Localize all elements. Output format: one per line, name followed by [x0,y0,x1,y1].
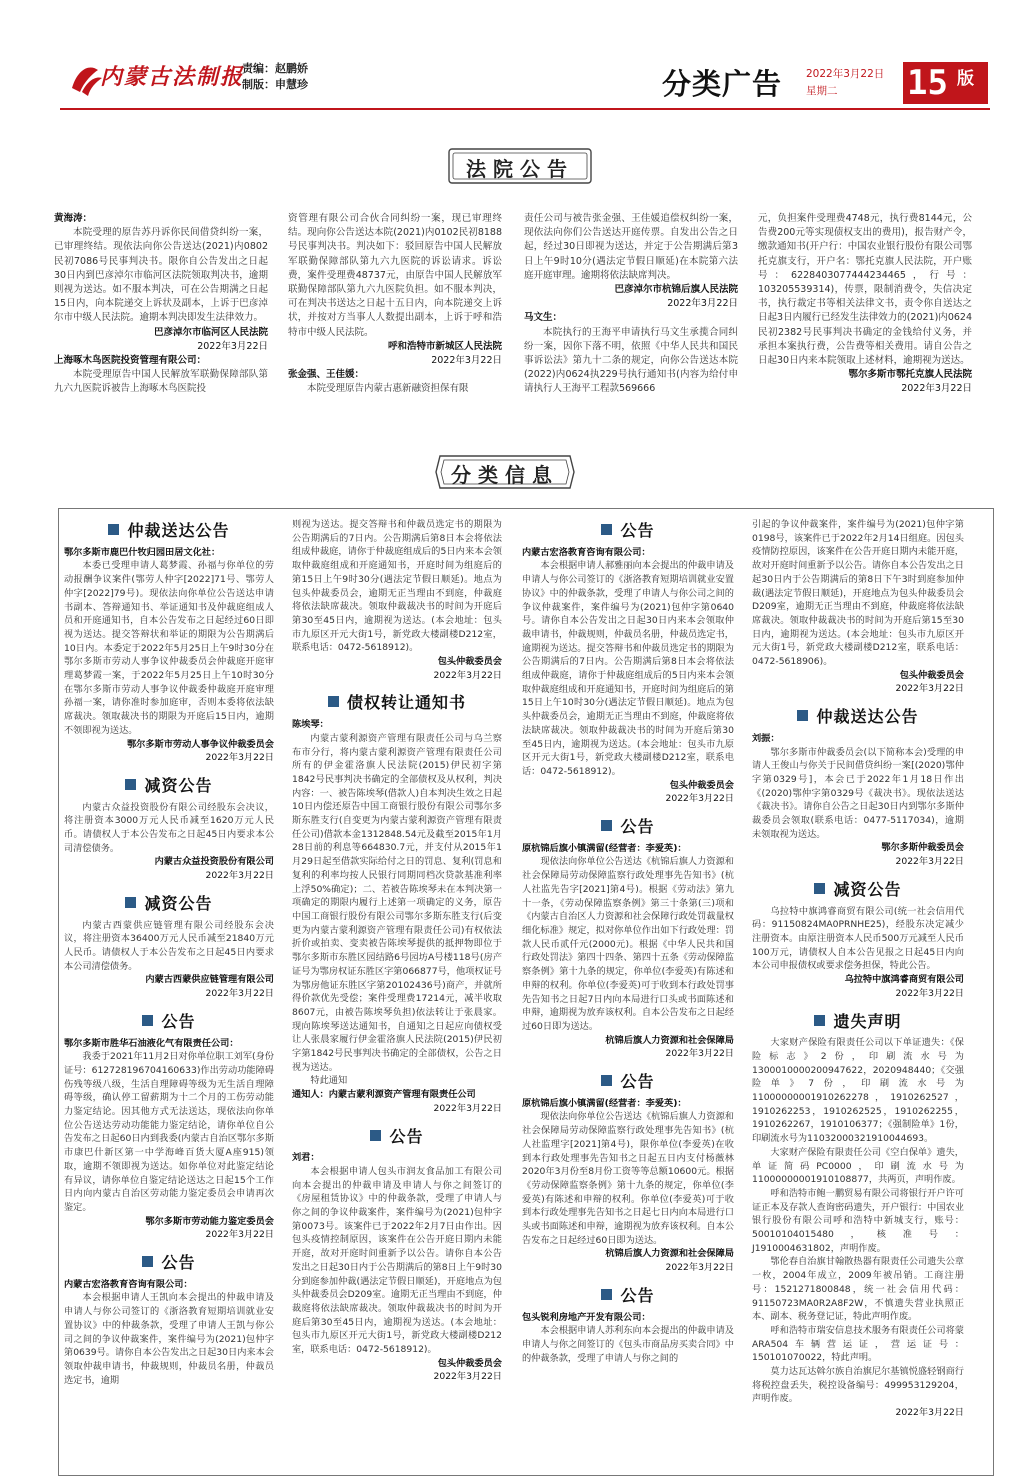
court-column-4 [758,212,972,397]
bullet-square-icon [814,883,825,894]
notice-issuer: 鄂尔多斯市劳动人事争议仲裁委员会 [127,738,274,750]
notice-date: 2022年3月22日 [205,752,274,764]
notice-date: 2022年3月22日 [433,1371,502,1383]
heading-text: 遗失声明 [833,1011,902,1031]
notice-issuer: 内蒙古众益投资股份有限公司 [154,856,274,868]
heading-text: 仲裁送达公告 [127,521,230,540]
notice-issuer: 鄂尔多斯市鄂托克旗人民法院 [848,369,972,381]
notice-body: 呼和浩特市鲍一鹏贸易有限公司将银行开户许可证正本及存款人查询密码遗失，开户银行：中国农业银行股份有限公司呼和浩特中新城支行，账号：50010104015480，核准号：J1910004631802，声明作废。 [752,1187,964,1254]
section-heading [522,1285,734,1305]
section-heading [522,521,734,540]
bullet-square-icon [108,524,119,535]
section-heading [64,1253,274,1273]
notice-recipient: 包头锐利房地产开发有限公司： [522,1311,651,1323]
notice-body: 本会根据申请人苏利东向本会提出的仲裁申请及申请人与你之间签订的《包头市商品房买卖合同》中的仲裁条款，受理了申请人与你之间的 [522,1325,734,1364]
banner-title: 法院公告 [466,157,574,181]
bullet-square-icon [797,710,808,721]
notice-date: 2022年3月22日 [205,988,274,1000]
notice-date: 2022年3月22日 [895,683,964,695]
section-heading [522,817,734,837]
issue-date [806,66,884,100]
notice-body: 呼和浩特市瑞安信息技术服务有限责任公司将蒙ARA504车辆营运证，营运证号：150101070022，特此声明。 [752,1324,964,1364]
notice-date: 2022年3月22日 [433,669,502,681]
notice-body: 本会根据申请人王凯向本会提出的仲裁申请及申请人与你公司签订的《浙洛教育短期培训就业安置协议》中的仲裁条款，受理了申请人王凯与你公司之间的争议仲裁案件，案件编号为(2021)包仲字第0639号。请你自本公告发出之日起30日内来本会领取仲裁申请书，仲裁规则，仲裁员名册，仲裁员选定书，逾期 [64,1292,274,1386]
notice-body: 现依法向你单位公告送达《杭锦后旗人力资源和社会保障局劳动保障监察行政处理事先告知书》(杭人社监理字[2021]第4号)，限你单位(李爱英)在收到本行政处理事先告知书之日起五日内支付杨薇林2020年3月份至8月份工资等等总额10600元。根据《劳动保障监察条例》第十九条的规定，你单位(李爱英)有陈述和申辩的权利。你单位(李爱英)可于收到本行政处理事先告知书之日起七日内向本局进行口头或书面陈述和申辩，逾期视为放弃该权利。自本公告发布之日起经过60日即为送达。 [522,1111,734,1246]
bullet-square-icon [814,1015,825,1026]
notice-body: 本院受理原告中国人民解放军联勤保障部队第九六九医院诉被告上海啄木鸟医院投 [54,369,268,395]
notice-date: 2022年3月22日 [665,793,734,805]
bullet-square-icon [601,820,612,831]
section-heading [522,1072,734,1092]
heading-text: 公告 [620,1072,655,1092]
notice-date: 2022年3月22日 [205,1229,274,1241]
bullet-square-icon [125,779,136,790]
heading-text: 公告 [620,817,655,837]
notice-recipient: 马文生： [524,312,563,324]
section-title: 分类广告 [662,67,783,101]
bullet-square-icon [142,1256,153,1267]
notice-body: 内蒙古蒙利源资产管理有限责任公司与乌兰察布市分行，将内蒙古蒙利源资产管理有限责任公司所有的伊金霍洛旗人民法院(2015)伊民初字第1842号民事判决书确定的全部债权及从权利，判决内容：一、被告陈埃琴(借款人)自本判决生效之日起10日内偿还原告中国工商银行股份有限公司鄂尔多斯东胜支行(自变更为内蒙古蒙利源资产管理有限责任公司)借款本金1312848.54元及截至2015年1月28日前的利息等664830.7元，并支付从2015年1月29日起至借款实际给付之日的罚息、复利(罚息和复利的利率均按人民银行同期同档次贷款基准利率上浮50%确定)；二、若被告陈埃琴未在本判决第一项确定的期限内履行上述第一项确定的义务，原告中国工商银行股份有限公司鄂尔多斯东胜支行(后变更为内蒙古蒙利源资产管理有限责任公司)有权依法折价或拍卖、变卖被告陈埃琴提供的抵押物即位于鄂尔多斯市东胜区园结路6号园坊A号楼118号(房产证号为鄂房权证东胜区字第066877号，他项权证号为鄂房他证东胜区字第20102436号)商产，并就所得价款优先受偿；案件受理费17214元，减半收取8607元，由被告陈埃琴负担)依法转让于张晨家。现向陈埃琴送达通知书，自通知之日起应向债权受让人张晨家履行伊金霍洛旗人民法院(2015)伊民初字第1842号民事判决书确定的全部债权，公告之日视为送达。 [292,732,502,1073]
notice-body: 本会根据申请人包头市润友食品加工有限公司向本会提出的仲裁申请及申请人与你之间签订的《房屋租赁协议》中的仲裁条款，受理了申请人与你之间的争议仲裁案件，案件编号为(2021)包仲字第0073号。该案件已于2022年2月7日由作出。因包头疫情控制原因，该案件在公告开庭日期内未能开庭，故对开庭时间重新予以公告。请你自本公告发出之日起30日内于公告期满后的第8日上午9时30分到庭参加仲裁(遇法定节假日顺延)，开庭地点为包头仲裁委员会D209室。逾期无正当理由不到庭，仲裁庭将依法缺席裁决。领取仲裁裁决书的时间为开庭后第30至45日内，逾期视为送达。(本会地址：包头市九原区开元大街1号，新党政大楼副楼D212室，联系电话：0472-5618912)。 [292,1165,502,1356]
notice-date: 2022年3月22日 [895,1407,964,1419]
weekday-text: 星期二 [806,85,838,97]
notice-recipient: 鄂尔多斯市鹿巴什牧归园田居文化社： [64,546,221,558]
section-heading [752,879,964,899]
section-heading [292,693,502,713]
heading-text: 公告 [620,521,655,540]
notice-body: 本院受理的原告苏丹诉你民间借贷纠纷一案，已审理终结。现依法向你公告送达(2021)内0802民初7086号民事判决书。限你自公告发出之日起30日内到巴彦淖尔市临河区法院领取判决书，逾期则视为送达。如不服本判决，可在公告期满之日起15日内，向本院递交上诉状及副本，上诉于巴彦淖尔市中级人民法院。逾期本判决即发生法律效力。 [54,227,268,324]
notice-recipient: 鄂尔多斯市胜华石油液化气有限责任公司： [64,1037,239,1049]
notice-recipient: 黄海涛： [54,213,93,224]
heading-text: 公告 [620,1285,655,1305]
notice-recipient: 内蒙古宏洛教育咨询有限公司： [522,546,651,558]
section-heading [64,521,274,540]
section-heading [752,1011,964,1031]
notice-body: 我委于2021年11月2日对你单位职工刘军(身份证号：612728196704160633)作出劳动功能障碍伤残等级八级，生活自理障碍等级为无生活自理障碍等级，确认停工留薪期为十二个月的工伤劳动能力鉴定结论。因其他方式无法送达，现依法向你单位公告送达劳动功能能力鉴定结论，请你单位自公告发布之日起60日内到我委(内蒙古自治区鄂尔多斯市康巴什新区第一中学海峰百货大厦A座915)领取，逾期不领即视为送达。如你单位对此鉴定结论有异议，请你单位自鉴定结论送达之日起15个工作日内向内蒙古自治区劳动能力鉴定委员会申请再次鉴定。 [64,1051,274,1213]
bullet-square-icon [601,1289,612,1300]
court-column-1 [54,212,268,397]
notice-recipient: 刘振： [752,732,780,744]
notice-body: 则视为送达。提交答辩书和仲裁员选定书的期限为公告期满后的7日内。公告期满后第8日本会将依法组成仲裁庭，请你于仲裁庭组成后的5日内来本会领取仲裁庭组成和开庭通知书，开庭时间为组庭后的第15日上午9时30分(遇法定节假日顺延)。地点为包头仲裁委员会，逾期无正当理由不到庭，仲裁庭将依法缺席裁决。领取仲裁裁决书的时间为开庭后第30至45日内，逾期视为送达。(本会地址：包头市九原区开元大街1号，新党政大楼副楼D212室，联系电话：0472-5618912)。 [292,519,502,654]
editor-credits [242,61,308,93]
notice-issuer: 鄂尔多斯市劳动能力鉴定委员会 [145,1215,274,1227]
masthead-rule [60,108,990,110]
date-text: 2022年3月22日 [806,68,885,80]
masthead [0,0,1024,112]
heading-text: 债权转让通知书 [346,693,466,713]
court-column-2 [288,212,502,397]
notice-issuer: 杭锦后旗人力资源和社会保障局 [605,1248,734,1260]
section-heading [64,1011,274,1031]
notice-body: 鄂伦春自治旗甘翰散热器有限责任公司遗失公章一枚，2004年成立，2009年被吊销。工商注册号：1521271800848，统一社会信用代码：91150723MA0R2A8F2W，不慎遗失营业执照正本、副本、税务登记证，特此声明作废。 [752,1256,964,1323]
section-heading [292,1126,502,1146]
notice-issuer: 鄂尔多斯仲裁委员会 [881,842,964,854]
bullet-square-icon [601,1075,612,1086]
notice-date: 2022年3月22日 [205,870,274,882]
banner-title: 分类信息 [451,463,559,487]
notice-issuer: 乌拉特中旗鸿睿商贸有限公司 [844,974,964,986]
editor-line: 责编：赵鹏娇 [242,62,308,75]
notice-issuer: 内蒙古西蒙供应链管理有限公司 [145,974,274,986]
notice-date: 2022年3月22日 [901,383,972,395]
notice-issuer: 包头仲裁委员会 [437,1357,502,1369]
notice-body: 责任公司与被告张金强、王佳媛追偿权纠纷一案，现依法向你们公告送达开庭传票。自发出公告之日起，经过30日即视为送达，并定于公告期满后第3日上午9时10分(遇法定节假日顺延)在本院第六法庭开庭审理。逾期将依法缺席判决。 [524,213,738,281]
heading-text: 减资公告 [144,775,213,795]
notice-body: 现依法向你单位公告送达《杭锦后旗人力资源和社会保障局劳动保障监察行政处理事先告知书》(杭人社监先告字[2021]第4号)。根据《劳动法》第九十一条，《劳动保障监察条例》第三十条第(三)项和《内蒙古自治区人力资源和社会保障行政处罚裁量权细化标准》规定，拟对你单位作出如下行政处理：罚款人民币贰仟元(2000元)。根据《中华人民共和国行政处罚法》第四十四条、第四十五条《劳动保障监察条例》第十九条的规定，你单位(李爱英)有陈述和申辩的权利。你单位(李爱英)可于收到本行政处罚事先告知书之日起7日内向本局进行口头或书面陈述和申辩，逾期视为放弃该权利。自本公告发布之日起经过60日即为送达。 [522,856,734,1032]
notice-body: 鄂尔多斯市仲裁委员会(以下简称本会)受理的申请人王俊山与你关于民间借贷纠纷一案[(2020)鄂仲字第0329号]，本会已于2022年1月18日作出《(2020)鄂仲字第0329号《裁决书》。现依法送达《裁决书》。请你自公告之日起30日内到鄂尔多斯仲裁委员会领取(联系电话：0477-5117034)，逾期未领取视为送达。 [752,746,964,840]
notice-body: 大家财产保险有限责任公司以下单证遗失：《保险标志》2份，印刷流水号为1300010000200947622，2020948440；《交强险单》7份，印刷流水号为11000000001910262278，1910262527，1910262253，1910262525，1910262255，1910262267，1910106377；《强制险单》1份，印刷流水号为11032000321910044693。 [752,1037,964,1145]
notice-date: 2022年3月22日 [433,1102,502,1114]
court-column-3 [524,212,738,397]
court-notice-banner [448,148,592,184]
notice-issuer: 包头仲裁委员会 [899,669,964,681]
notice-recipient: 刘君： [292,1152,320,1164]
heading-text: 公告 [161,1011,196,1031]
notice-body: 内蒙古众益投资股份有限公司经股东会决议，将注册资本3000万元人民币减至1620万元人民币。请债权人于本公告发布之日起45日内要求本公司清偿债务。 [64,801,274,854]
classified-column-3 [522,510,734,1365]
classified-column-1 [64,510,274,1387]
producer-line: 制版：申慧珍 [242,78,308,91]
notice-recipient: 陈埃琴： [292,719,329,731]
notice-issuer: 通知人：内蒙古蒙利源资产管理有限责任公司 [292,1089,476,1101]
heading-text: 公告 [161,1253,196,1273]
notice-body: 引起的争议仲裁案件，案件编号为(2021)包仲字第0198号，该案件已于2022年2月14日组庭。因包头疫情防控原因，该案件在公告开庭日期内未能开庭，故对开庭时间重新予以公告。请你自本公告发出之日起30日内于公告期满后的第8日下午3时到庭参加仲裁(遇法定节假日顺延)，开庭地点为包头仲裁委员会D209室，逾期无正当理由不到庭，仲裁庭将依法缺席裁决。领取仲裁裁决书的时间为开庭后第15至30日内，逾期视为送达。(本会地址：包头市九原区开元大街1号，新党政大楼副楼D212室，联系电话：0472-5618906)。 [752,519,964,668]
notice-issuer: 包头仲裁委员会 [437,656,502,668]
bullet-square-icon [370,1130,381,1141]
notice-date: 2022年3月22日 [667,298,738,310]
notice-body: 本会根据申请人郝雅丽向本会提出的仲裁申请及申请人与你公司签订的《浙洛教育短期培训就业安置协议》中的仲裁条款，受理了申请人与你公司之间的争议仲裁案件，案件编号为(2021)包仲字第0640号。请你自本公告发出之日起30日内来本会领取仲裁申请书，仲裁规则，仲裁员名册，仲裁员选定书，逾期视为送达。提交答辩书和仲裁员选定书的期限为公告期满后的7日内。公告期满后第8日本会将依法组成仲裁庭，请你于仲裁庭组成后的5日内来本会领取仲裁庭组成和开庭通知书，开庭时间为组庭后的第15日上午10时30分(遇法定节假日顺延)。地点为包头仲裁委员会，逾期无正当理由不到庭，仲裁庭将依法缺席裁决。领取仲裁裁决书的时间为开庭后第30至45日内，逾期视为送达。(本会地址：包头市九原区开元大街1号，新党政大楼副楼D212室，联系电话：0472-5618912)。 [522,560,734,777]
notice-body: 内蒙古西蒙供应链管理有限公司经股东会决议，将注册资本36400万元人民币减至21840万元人民币。请债权人于本公告发布之日起45日内要求本公司清偿债务。 [64,919,274,972]
notice-date: 2022年3月22日 [665,1262,734,1274]
classified-column-4 [752,518,964,1420]
notice-recipient: 张金强、王佳媛： [288,369,365,381]
notice-issuer: 杭锦后旗人力资源和社会保障局 [605,1034,734,1046]
notice-body: 莫力达瓦达斡尔族自治旗尼尔基镇悦盛轻钢商行将税控盘丢失，税控设备编号：499953129204，声明作废。 [752,1366,964,1405]
notice-issuer: 包头仲裁委员会 [669,779,734,791]
page-unit: 版 [957,69,974,89]
section-heading [64,775,274,795]
notice-recipient: 上海啄木鸟医院投资管理有限公司： [54,355,207,367]
notice-body: 大家财产保险有限责任公司《空白保单》遗失，单证简码PC0000，印刷流水号为11000000001910108877，共两页，声明作废。 [752,1146,964,1186]
heading-text: 仲裁送达公告 [816,707,919,727]
section-heading [752,707,964,727]
notice-body: 元，负担案件受理费4748元，执行费8144元，公告费200元等实现债权支出的费用)，报告财产令，缴款通知书(开户行：中国农业银行股份有限公司鄂托克旗支行，开户名：鄂托克旗人民法院，开户账号：6228403077444234465，行号：103205539314)，传票，限制消费令，失信决定书，执行裁定书等相关法律文书，责令你自送达之日起3日内履行已经发生法律效力的(2021)内0624民初2382号民事判决书确定的金钱给付义务，并承担本案执行费，公告费等相关费用。请自公告之日起30日内来本院领取上述材料，逾期视为送达。 [758,213,972,367]
notice-body: 本委已受理申请人葛梦霞、孙福与你单位的劳动报酬争议案件(鄂劳人仲字[2022]71号、鄂劳人仲字[2022]79号)。现依法向你单位公告送达申请书副本、答辩通知书、举证通知书及仲裁庭组成人员和开庭通知书，自本公告发布之日起经过60日即视为送达。提交答辩状和举证的期限为公告期满后10日内。本委定于2022年5月25日上午9时30分在鄂尔多斯市劳动人事争议仲裁委员会仲裁庭开庭审理葛梦霞一案，于2022年5月25日上午10时30分在鄂尔多斯市劳动人事争议仲裁委仲裁庭开庭审理孙福一案，请你准时参加庭审，否则本委将依法缺席裁决。领取裁决书的期限为开庭后15日内，逾期不领即视为送达。 [64,560,274,736]
notice-date: 2022年3月22日 [895,856,964,868]
notice-body: 资管理有限公司合伙合同纠纷一案，现已审理终结。现向你公告送达本院(2021)内0102民初8188号民事判决书。判决如下：驳回原告中国人民解放军联勤保障部队第九六九医院的诉讼请求。诉讼费，案件受理费48737元，由原告中国人民解放军联勤保障部队第九六九医院负担。如不服本判决，可在判决书送达之日起十五日内，向本院递交上诉状，并按对方当事人人数提出副本，上诉于呼和浩特市中级人民法院。 [288,213,502,338]
notice-issuer: 巴彦淖尔市杭锦后旗人民法院 [614,284,738,296]
classified-banner [432,452,578,492]
notice-body: 乌拉特中旗鸿睿商贸有限公司(统一社会信用代码：91150824MA0PRNHE25)，经股东决定减少注册资本。由原注册资本人民币500万元减至人民币100万元，请债权人自本公告见报之日起45日内向本公司申报债权或要求偿务担保，特此公告。 [752,905,964,972]
heading-text: 减资公告 [144,893,213,913]
bullet-square-icon [142,1015,153,1026]
bullet-square-icon [328,696,339,707]
notice-body: 本院执行的王海平申请执行马文生承揽合同纠纷一案，因你下落不明，依照《中华人民共和国民事诉讼法》第九十二条的规定，向你公告送达本院(2022)内0624执229号执行通知书(内容为给付申请执行人王海平工程款569666 [524,326,738,395]
heading-text: 公告 [389,1126,424,1146]
notice-date: 2022年3月22日 [197,340,268,352]
notice-recipient: 原杭锦后旗小镇满留(经营者：李爱英)： [522,1097,687,1109]
classified-column-2 [292,518,502,1384]
page-number-badge [903,62,988,104]
heading-text: 减资公告 [833,879,902,899]
page-number: 15 [907,63,948,103]
notice-body: 本院受理原告内蒙古惠新融资担保有限 [307,383,469,395]
section-heading [64,893,274,913]
bullet-square-icon [601,524,612,535]
bullet-square-icon [125,897,136,908]
newspaper-name: 内蒙古法制报 [100,64,245,90]
notice-issuer: 巴彦淖尔市临河区人民法院 [153,326,268,338]
notice-recipient: 原杭锦后旗小镇满留(经营者：李爱英)： [522,842,687,854]
notice-issuer: 呼和浩特市新城区人民法院 [387,340,502,352]
notice-closing: 特此通知 [310,1075,348,1087]
notice-recipient: 内蒙古宏洛教育咨询有限公司： [64,1278,193,1290]
notice-date: 2022年3月22日 [431,355,502,367]
notice-date: 2022年3月22日 [665,1048,734,1060]
notice-date: 2022年3月22日 [895,987,964,999]
